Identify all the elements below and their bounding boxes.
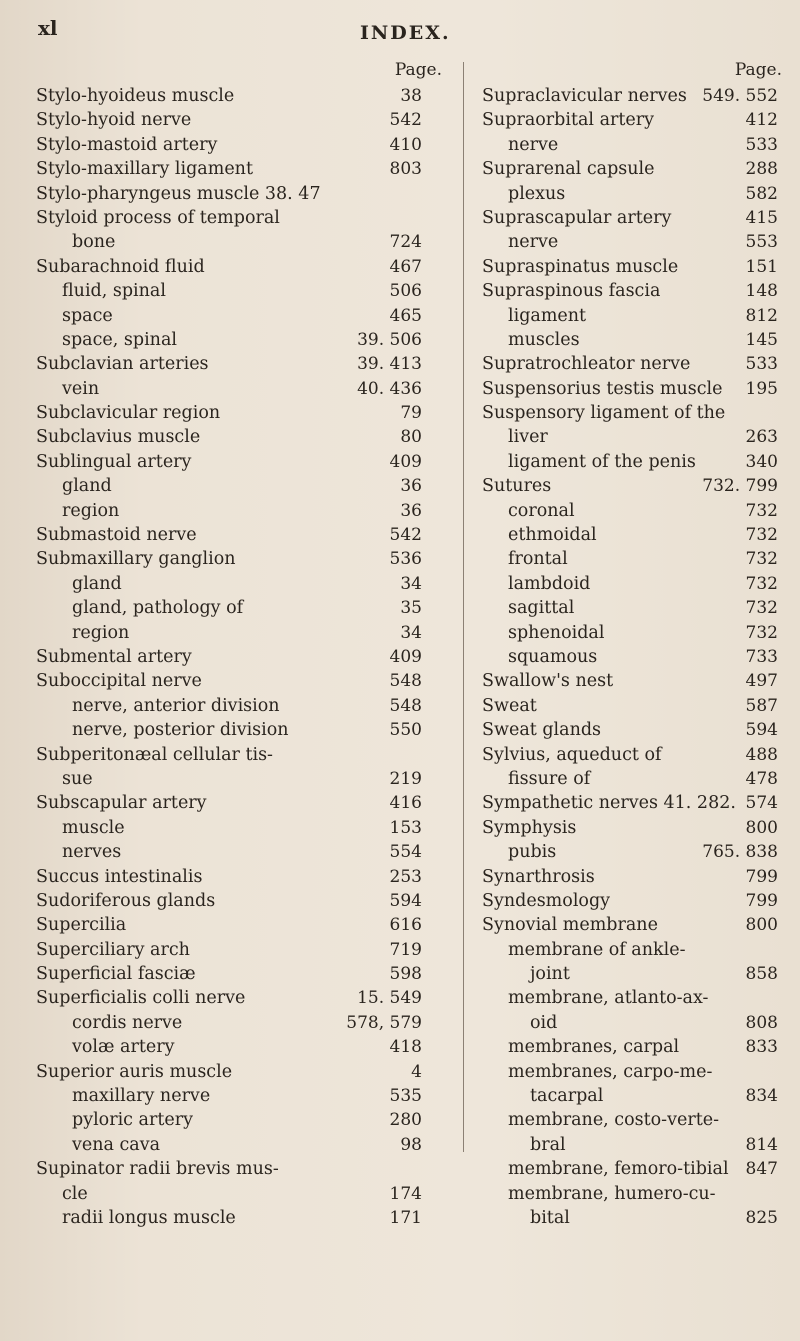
entry-page-ref: 416 <box>389 793 422 814</box>
entry-term: squamous <box>508 646 598 667</box>
entry-page-ref: 799 <box>745 890 778 911</box>
entry-page-ref: 578, 579 <box>346 1012 422 1033</box>
column-divider <box>463 62 464 1152</box>
index-entry <box>36 279 446 303</box>
entry-term: Superficial fasciæ <box>36 964 196 985</box>
entry-term: muscles <box>508 329 580 350</box>
index-entry <box>36 230 446 254</box>
entry-page-ref: 554 <box>389 842 422 863</box>
entry-term: gland <box>62 476 112 497</box>
entry-page-ref: 340 <box>745 451 778 472</box>
entry-page-ref: 732 <box>745 622 778 643</box>
index-entry <box>36 791 446 815</box>
entry-page-ref: 478 <box>745 768 778 789</box>
index-entry <box>482 1157 786 1181</box>
entry-term: gland, pathology of <box>72 598 244 619</box>
entry-page-ref: 253 <box>389 866 422 887</box>
index-entry <box>482 889 786 913</box>
index-entry <box>36 523 446 547</box>
entry-term: Supratrochleator nerve <box>482 354 691 375</box>
entry-term: Styloid process of temporal <box>36 207 280 228</box>
index-entry <box>482 596 786 620</box>
entry-list <box>36 84 446 1230</box>
entry-term: Sweat <box>482 695 537 716</box>
entry-page-ref: 765. 838 <box>702 842 778 863</box>
index-entry <box>36 425 446 449</box>
index-entry <box>482 1060 786 1084</box>
index-entry <box>36 547 446 571</box>
index-entry <box>482 572 786 596</box>
index-entry <box>36 328 446 352</box>
index-entry <box>482 621 786 645</box>
entry-page-ref: 814 <box>745 1134 778 1155</box>
entry-term: Superciliary arch <box>36 939 190 960</box>
entry-term: coronal <box>508 500 575 521</box>
entry-term: Synarthrosis <box>482 866 595 887</box>
index-entry <box>36 865 446 889</box>
entry-term: pubis <box>508 842 557 863</box>
index-entry <box>482 547 786 571</box>
entry-page-ref: 535 <box>389 1086 422 1107</box>
entry-page-ref: 415 <box>745 207 778 228</box>
entry-term: sue <box>62 768 93 789</box>
entry-page-ref: 80 <box>400 427 422 448</box>
entry-term: Sutures <box>482 476 552 497</box>
index-entry <box>36 474 446 498</box>
entry-term: volæ artery <box>72 1037 175 1058</box>
entry-page-ref: 195 <box>745 378 778 399</box>
entry-term: pyloric artery <box>72 1110 193 1131</box>
entry-term: cle <box>62 1183 88 1204</box>
entry-term: radii longus muscle <box>62 1207 236 1228</box>
entry-page-ref: 616 <box>389 915 422 936</box>
entry-page-ref: 418 <box>389 1037 422 1058</box>
entry-term: Supinator radii brevis mus- <box>36 1159 279 1180</box>
index-entry <box>482 913 786 937</box>
entry-page-ref: 808 <box>745 1012 778 1033</box>
entry-page-ref: 36 <box>400 476 422 497</box>
entry-page-ref: 34 <box>400 573 422 594</box>
index-entry <box>482 1108 786 1132</box>
entry-page-ref: 594 <box>389 890 422 911</box>
entry-term: fissure of <box>508 768 591 789</box>
entry-page-ref: 409 <box>389 646 422 667</box>
entry-term: Submastoid nerve <box>36 525 197 546</box>
entry-term: Sympathetic nerves 41. 282. <box>482 793 736 814</box>
entry-term: Submental artery <box>36 646 192 667</box>
entry-page-ref: 548 <box>389 671 422 692</box>
entry-term: ethmoidal <box>508 525 597 546</box>
entry-page-ref: 724 <box>389 232 422 253</box>
entry-page-ref: 280 <box>389 1110 422 1131</box>
entry-page-ref: 549. 552 <box>702 86 778 106</box>
index-entry <box>482 1182 786 1206</box>
entry-term: Subclavicular region <box>36 403 221 424</box>
entry-page-ref: 594 <box>745 720 778 741</box>
entry-term: membrane, femoro-tibial <box>508 1159 729 1180</box>
index-entry <box>482 157 786 181</box>
index-entry <box>482 279 786 303</box>
entry-term: Succus intestinalis <box>36 866 203 887</box>
entry-page-ref: 79 <box>400 403 422 424</box>
entry-term: Supraorbital artery <box>482 110 655 131</box>
index-entry <box>36 255 446 279</box>
index-entry <box>36 840 446 864</box>
entry-term: Stylo-pharyngeus muscle 38. 47 <box>36 183 321 204</box>
index-entry <box>482 255 786 279</box>
index-entry <box>36 206 446 230</box>
entry-term: nerve, anterior division <box>72 695 280 716</box>
page-column-label: Page. <box>734 60 782 80</box>
index-entry <box>482 767 786 791</box>
index-entry <box>36 84 446 108</box>
entry-term: Stylo-hyoid nerve <box>36 110 192 131</box>
entry-term: Subarachnoid fluid <box>36 256 205 277</box>
entry-term: ligament <box>508 305 587 326</box>
entry-page-ref: 542 <box>389 525 422 546</box>
index-entry <box>482 450 786 474</box>
entry-page-ref: 36 <box>400 500 422 521</box>
entry-page-ref: 467 <box>389 256 422 277</box>
entry-page-ref: 858 <box>745 964 778 985</box>
entry-page-ref: 548 <box>389 695 422 716</box>
index-entry <box>482 1035 786 1059</box>
entry-term: Syndesmology <box>482 890 611 911</box>
index-entry <box>482 84 786 108</box>
entry-page-ref: 536 <box>389 549 422 570</box>
entry-page-ref: 542 <box>389 110 422 131</box>
entry-term: sagittal <box>508 598 575 619</box>
entry-term: Symphysis <box>482 817 577 838</box>
entry-page-ref: 39. 506 <box>357 329 422 350</box>
index-entry <box>36 986 446 1010</box>
index-entry <box>36 1182 446 1206</box>
entry-term: Stylo-hyoideus muscle <box>36 86 235 106</box>
entry-page-ref: 732 <box>745 598 778 619</box>
entry-page-ref: 40. 436 <box>357 378 422 399</box>
entry-page-ref: 506 <box>389 281 422 302</box>
entry-term: Suboccipital nerve <box>36 671 202 692</box>
index-entry <box>36 499 446 523</box>
index-entry <box>36 816 446 840</box>
index-entry <box>36 913 446 937</box>
entry-term: Swallow's nest <box>482 671 614 692</box>
entry-term: Sweat glands <box>482 720 602 741</box>
entry-term: Superficialis colli nerve <box>36 988 246 1009</box>
index-entry <box>36 645 446 669</box>
entry-term: Sudoriferous glands <box>36 890 216 911</box>
entry-term: Supraspinous fascia <box>482 281 661 302</box>
index-column-left <box>36 60 446 1230</box>
index-entry <box>482 377 786 401</box>
entry-term: Suprarenal capsule <box>482 159 655 180</box>
index-entry <box>36 304 446 328</box>
entry-term: Subperitonæal cellular tis- <box>36 744 273 765</box>
page-column-label: Page. <box>394 60 442 80</box>
entry-page-ref: 34 <box>400 622 422 643</box>
index-entry <box>36 962 446 986</box>
entry-term: muscle <box>62 817 125 838</box>
index-entry <box>482 401 786 425</box>
entry-page-ref: 288 <box>745 159 778 180</box>
entry-term: nerve <box>508 232 559 253</box>
index-entry <box>36 621 446 645</box>
entry-page-ref: 151 <box>745 256 778 277</box>
index-column-right <box>482 60 786 1230</box>
entry-page-ref: 533 <box>745 354 778 375</box>
entry-term: bital <box>530 1207 570 1228</box>
entry-page-ref: 803 <box>389 159 422 180</box>
entry-page-ref: 35 <box>400 598 422 619</box>
index-entry <box>482 816 786 840</box>
entry-term: Sylvius, aqueduct of <box>482 744 662 765</box>
entry-term: Subclavius muscle <box>36 427 201 448</box>
entry-term: maxillary nerve <box>72 1086 211 1107</box>
entry-page-ref: 800 <box>745 915 778 936</box>
index-entry <box>36 1206 446 1230</box>
entry-page-ref: 412 <box>745 110 778 131</box>
entry-page-ref: 15. 549 <box>357 988 422 1009</box>
entry-page-ref: 582 <box>745 183 778 204</box>
entry-term: Supraclavicular nerves <box>482 86 687 106</box>
entry-term: Supraspinatus muscle <box>482 256 679 277</box>
entry-page-ref: 553 <box>745 232 778 253</box>
index-entry <box>482 743 786 767</box>
entry-term: region <box>62 500 120 521</box>
entry-term: membrane of ankle- <box>508 939 686 960</box>
index-entry <box>482 791 786 815</box>
index-entry <box>482 304 786 328</box>
index-entry <box>482 718 786 742</box>
index-entry <box>482 352 786 376</box>
entry-page-ref: 732 <box>745 525 778 546</box>
index-entry <box>36 1108 446 1132</box>
entry-page-ref: 98 <box>400 1134 422 1155</box>
index-entry <box>482 499 786 523</box>
entry-term: Stylo-mastoid artery <box>36 134 218 155</box>
index-entry <box>482 108 786 132</box>
entry-page-ref: 733 <box>745 646 778 667</box>
index-entry <box>36 377 446 401</box>
entry-term: nerve <box>508 134 559 155</box>
entry-term: lambdoid <box>508 573 591 594</box>
entry-page-ref: 812 <box>745 305 778 326</box>
entry-page-ref: 145 <box>745 329 778 350</box>
entry-term: space, spinal <box>62 329 177 350</box>
index-entry <box>482 182 786 206</box>
entry-page-ref: 800 <box>745 817 778 838</box>
entry-page-ref: 732. 799 <box>702 476 778 497</box>
index-entry <box>36 718 446 742</box>
entry-term: fluid, spinal <box>62 281 166 302</box>
entry-term: membranes, carpal <box>508 1037 680 1058</box>
entry-page-ref: 4 <box>411 1061 422 1082</box>
index-entry <box>482 962 786 986</box>
entry-term: joint <box>530 964 570 985</box>
entry-page-ref: 465 <box>389 305 422 326</box>
entry-page-ref: 598 <box>389 964 422 985</box>
index-entry <box>482 694 786 718</box>
index-entry <box>36 182 446 206</box>
index-entry <box>482 1084 786 1108</box>
entry-page-ref: 587 <box>745 695 778 716</box>
index-entry <box>36 157 446 181</box>
entry-page-ref: 410 <box>389 134 422 155</box>
index-entry <box>36 743 446 767</box>
entry-page-ref: 847 <box>745 1159 778 1180</box>
page-header <box>0 12 800 52</box>
entry-term: bone <box>72 232 116 253</box>
entry-term: cordis nerve <box>72 1012 183 1033</box>
entry-term: ligament of the penis <box>508 451 696 472</box>
entry-page-ref: 409 <box>389 451 422 472</box>
entry-term: space <box>62 305 113 326</box>
folio-number: xl <box>38 16 58 40</box>
index-entry <box>482 474 786 498</box>
entry-term: liver <box>508 427 548 448</box>
index-entry <box>482 523 786 547</box>
entry-page-ref: 825 <box>745 1207 778 1228</box>
index-entry <box>36 1060 446 1084</box>
entry-page-ref: 263 <box>745 427 778 448</box>
index-entry <box>36 889 446 913</box>
index-entry <box>482 206 786 230</box>
entry-list <box>482 84 786 1230</box>
index-entry <box>36 669 446 693</box>
entry-page-ref: 833 <box>745 1037 778 1058</box>
index-entry <box>36 133 446 157</box>
index-entry <box>36 572 446 596</box>
entry-term: frontal <box>508 549 568 570</box>
entry-term: Stylo-maxillary ligament <box>36 159 253 180</box>
index-entry <box>36 1157 446 1181</box>
entry-term: oid <box>530 1012 558 1033</box>
index-entry <box>36 1084 446 1108</box>
entry-term: gland <box>72 573 122 594</box>
index-entry <box>482 1133 786 1157</box>
index-entry <box>36 1133 446 1157</box>
entry-page-ref: 719 <box>389 939 422 960</box>
entry-term: Supercilia <box>36 915 127 936</box>
index-entry <box>482 669 786 693</box>
entry-page-ref: 732 <box>745 573 778 594</box>
index-entry <box>482 328 786 352</box>
entry-page-ref: 574 <box>745 793 778 814</box>
entry-page-ref: 533 <box>745 134 778 155</box>
entry-term: Suspensorius testis muscle <box>482 378 723 399</box>
index-entry <box>36 596 446 620</box>
entry-term: sphenoidal <box>508 622 605 643</box>
entry-term: Suspensory ligament of the <box>482 403 726 424</box>
index-entry <box>36 1011 446 1035</box>
index-entry <box>36 401 446 425</box>
index-entry <box>482 986 786 1010</box>
running-title: INDEX. <box>360 22 451 44</box>
index-entry <box>36 767 446 791</box>
entry-term: Subclavian arteries <box>36 354 209 375</box>
entry-term: tacarpal <box>530 1086 604 1107</box>
entry-page-ref: 174 <box>389 1183 422 1204</box>
index-entry <box>482 840 786 864</box>
entry-page-ref: 153 <box>389 817 422 838</box>
index-entry <box>36 938 446 962</box>
entry-term: membrane, costo-verte- <box>508 1110 720 1131</box>
entry-page-ref: 834 <box>745 1086 778 1107</box>
entry-term: membrane, atlanto-ax- <box>508 988 709 1009</box>
index-entry <box>36 694 446 718</box>
entry-term: Sublingual artery <box>36 451 192 472</box>
index-entry <box>36 450 446 474</box>
index-entry <box>482 1011 786 1035</box>
entry-term: nerve, posterior division <box>72 720 289 741</box>
entry-term: Suprascapular artery <box>482 207 672 228</box>
entry-term: Superior auris muscle <box>36 1061 233 1082</box>
entry-page-ref: 38 <box>400 86 422 106</box>
entry-term: plexus <box>508 183 566 204</box>
index-entry <box>482 230 786 254</box>
index-entry <box>482 133 786 157</box>
index-entry <box>482 425 786 449</box>
index-entry <box>36 352 446 376</box>
entry-page-ref: 488 <box>745 744 778 765</box>
entry-term: membranes, carpo-me- <box>508 1061 713 1082</box>
entry-term: vein <box>62 378 100 399</box>
entry-term: region <box>72 622 130 643</box>
index-entry <box>482 1206 786 1230</box>
entry-term: nerves <box>62 842 122 863</box>
entry-page-ref: 799 <box>745 866 778 887</box>
index-entry <box>482 865 786 889</box>
entry-page-ref: 550 <box>389 720 422 741</box>
entry-page-ref: 732 <box>745 549 778 570</box>
entry-page-ref: 732 <box>745 500 778 521</box>
entry-page-ref: 148 <box>745 281 778 302</box>
entry-term: Submaxillary ganglion <box>36 549 236 570</box>
entry-term: Synovial membrane <box>482 915 658 936</box>
entry-term: Subscapular artery <box>36 793 207 814</box>
entry-term: bral <box>530 1134 566 1155</box>
entry-term: membrane, humero-cu- <box>508 1183 716 1204</box>
index-entry <box>36 108 446 132</box>
entry-page-ref: 497 <box>745 671 778 692</box>
index-entry <box>482 645 786 669</box>
entry-page-ref: 39. 413 <box>357 354 422 375</box>
index-entry <box>36 1035 446 1059</box>
entry-term: vena cava <box>72 1134 161 1155</box>
index-entry <box>482 938 786 962</box>
entry-page-ref: 171 <box>389 1207 422 1228</box>
entry-page-ref: 219 <box>389 768 422 789</box>
